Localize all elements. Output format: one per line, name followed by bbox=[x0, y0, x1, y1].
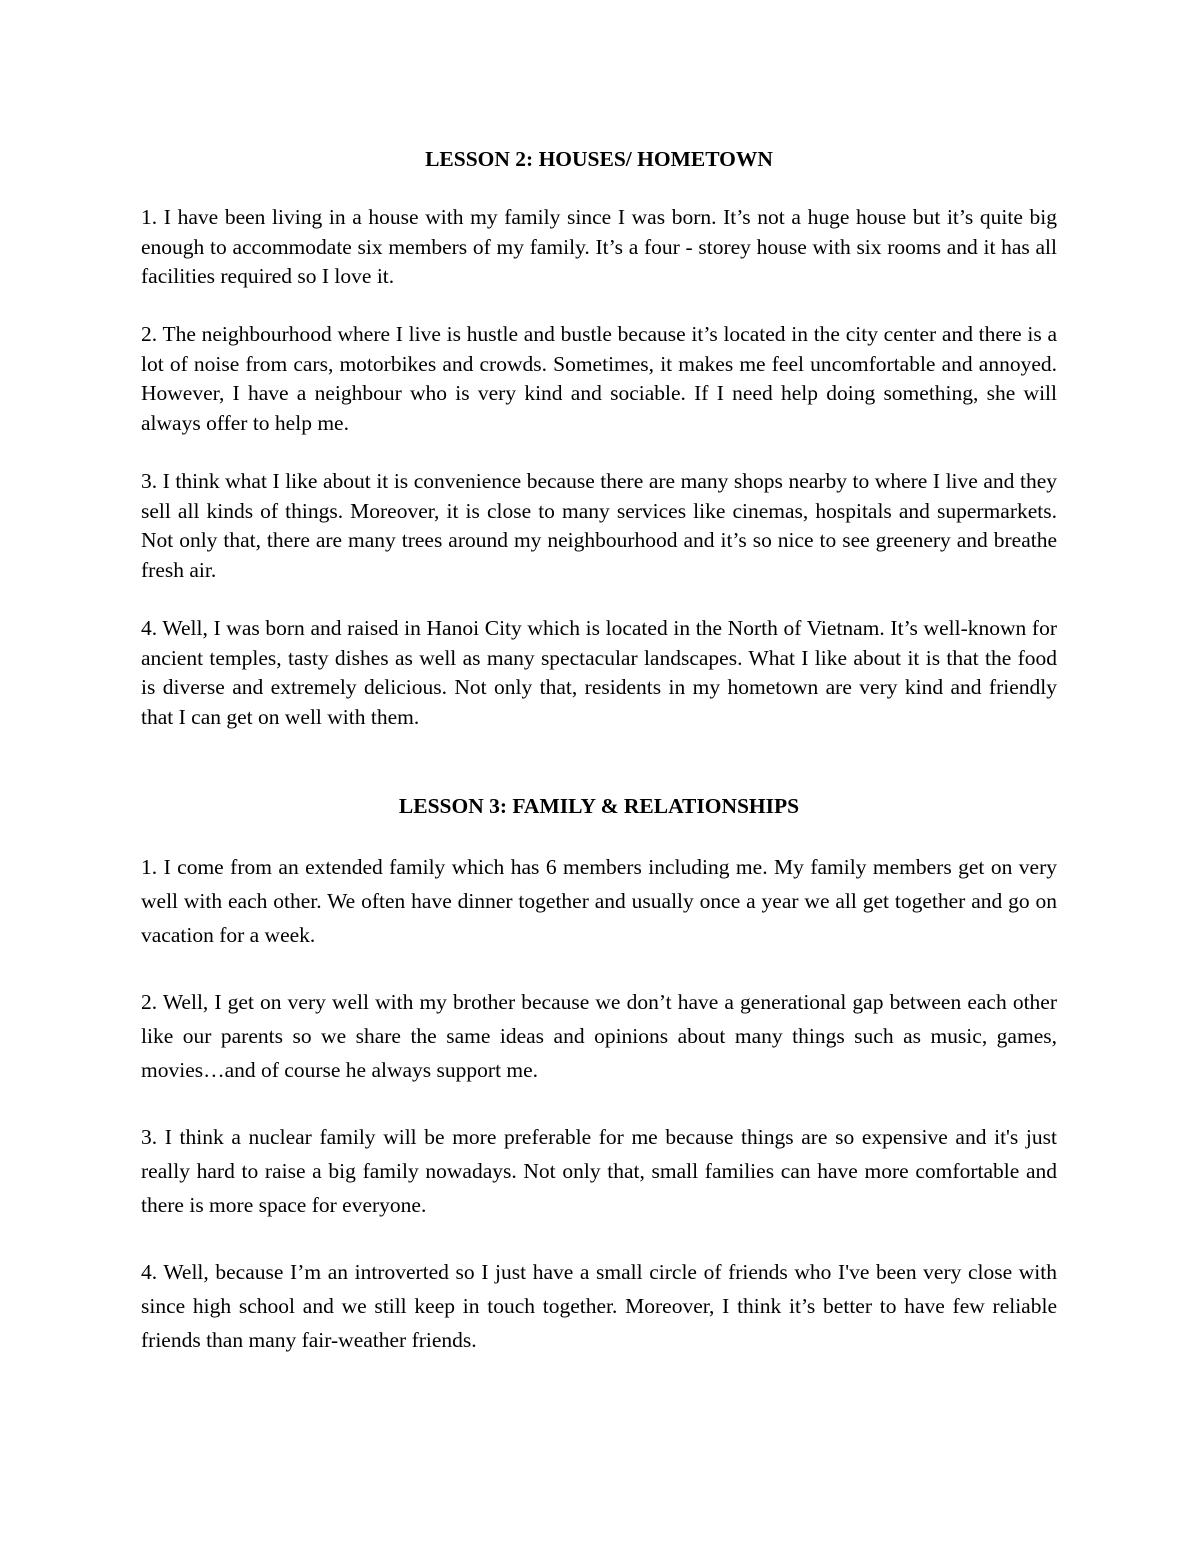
lesson-2-title: LESSON 2: HOUSES/ HOMETOWN bbox=[425, 147, 773, 171]
lesson-3-answer-2: 2. Well, I get on very well with my brother because we don’t have a generational gap between each other like our parents so we share the same ideas and opinions about many things such as music, games, movies…and of course he always support me. bbox=[141, 990, 1057, 1082]
lesson-3-title: LESSON 3: FAMILY & RELATIONSHIPS bbox=[398, 794, 800, 818]
lesson-3-answer-4: 4. Well, because I’m an introverted so I just have a small circle of friends who I've been very close with since high school and we still keep in touch together. Moreover, I think it’s better to have few reliable friends than many fair-weather friends. bbox=[141, 1260, 1057, 1352]
lesson-2-answer-1: 1. I have been living in a house with my family since I was born. It’s not a huge house but it’s quite big enough to accommodate six members of my family. It’s a four - storey house with six rooms and it has all facilities required so I love it. bbox=[141, 205, 1057, 288]
lesson-2-answer-4: 4. Well, I was born and raised in Hanoi City which is located in the North of Vietnam. It’s well-known for ancient temples, tasty dishes as well as many spectacular landscapes. What I like about it is that the food is diverse and extremely delicious. Not only that, residents in my hometown are very kind and friendly that I can get on well with them. bbox=[141, 616, 1057, 729]
lesson-3-answer-1: 1. I come from an extended family which has 6 members including me. My family members get on very well with each other. We often have dinner together and usually once a year we all get together and go on vacation for a week. bbox=[141, 855, 1057, 947]
lesson-2-answer-2: 2. The neighbourhood where I live is hustle and bustle because it’s located in the city center and there is a lot of noise from cars, motorbikes and crowds. Sometimes, it makes me feel uncomfortable and annoyed. However, I have a neighbour who is very kind and sociable. If I need help doing something, she will always offer to help me. bbox=[141, 322, 1057, 435]
lesson-2-answer-3: 3. I think what I like about it is convenience because there are many shops nearby to where I live and they sell all kinds of things. Moreover, it is close to many services like cinemas, hospitals and supermarkets. Not only that, there are many trees around my neighbourhood and it’s so nice to see greenery and breathe fresh air. bbox=[141, 469, 1057, 582]
lesson-3-answer-3: 3. I think a nuclear family will be more preferable for me because things are so expensive and it's just really hard to raise a big family nowadays. Not only that, small families can have more comfortable and there is more space for everyone. bbox=[141, 1125, 1057, 1217]
